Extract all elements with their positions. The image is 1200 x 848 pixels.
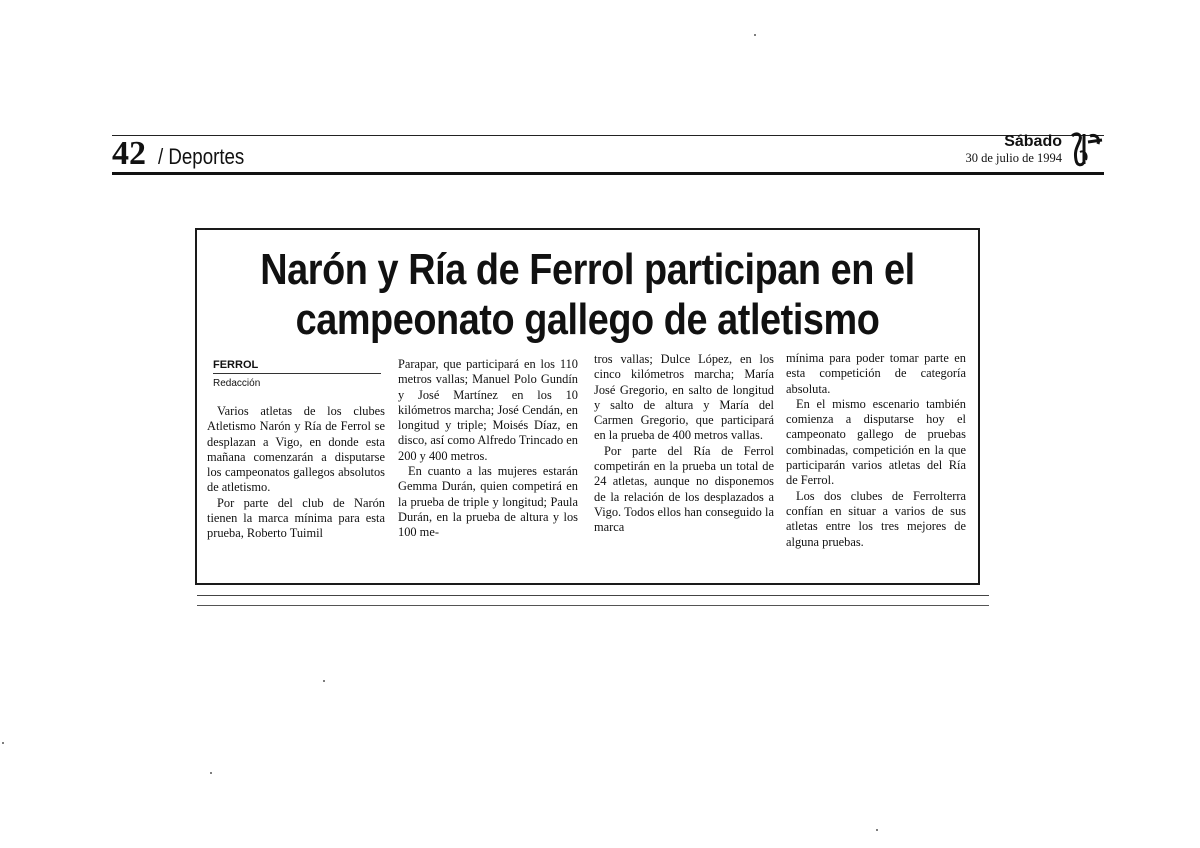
paragraph: En cuanto a las mujeres estarán Gemma Durán, quien competirá en la prueba de triple y longitud; Paula Durán, en la prueba de altura y los 100 me-: [398, 464, 578, 540]
scan-speck: [876, 829, 878, 831]
paragraph: Varios atletas de los clubes Atletismo Narón y Ría de Ferrol se desplazan a Vigo, en donde esta mañana comenzarán a disputarse los campeonatos gallegos absolutos de atletismo.: [207, 404, 385, 495]
article-column-3: [594, 352, 774, 536]
byline-author: Redacción: [213, 378, 261, 389]
bottom-rule: [197, 595, 989, 596]
header-top-rule: [112, 135, 1104, 136]
paragraph: Parapar, que participará en los 110 metros vallas; Manuel Polo Gundín y José Martínez en los 10 kilómetros marcha; José Cendán, en longitud y triple; Moisés Díaz, en disco, así como Alfredo Trincado en 200 y 400 metros.: [398, 357, 578, 463]
article-column-2: [398, 357, 578, 541]
header-bottom-rule: [112, 172, 1104, 175]
scan-speck: [2, 742, 4, 744]
paragraph: tros vallas; Dulce López, en los cinco kilómetros marcha; María José Gregorio, en salto de longitud y salto de altura y María del Carmen Gregorio, que participará en la prueba de 400 metros vallas.: [594, 352, 774, 443]
paragraph: Por parte del Ría de Ferrol competirán en la prueba un total de 24 atletas, aunque no disponemos de la relación de los desplazados a Vigo. Todos ellos han conseguido la marca: [594, 443, 774, 535]
headline-line-2: campeonato gallego de atletismo: [295, 295, 880, 344]
paragraph: mínima para poder tomar parte en esta competición de categoría absoluta.: [786, 351, 966, 396]
scan-speck: [210, 772, 212, 774]
byline-place: FERROL: [213, 359, 259, 371]
scan-speck: [754, 34, 756, 36]
headline-line-1: Narón y Ría de Ferrol participan en el: [260, 245, 915, 294]
section-name: / Deportes: [158, 144, 245, 169]
article-column-4: [786, 351, 966, 550]
bottom-rule: [197, 605, 989, 606]
newspaper-masthead-icon: [1068, 130, 1104, 170]
paragraph: En el mismo escenario también comienza a disputarse hoy el campeonato gallego de pruebas combinadas, competición en la que participarán varios atletas del Ría de Ferrol.: [786, 396, 966, 488]
issue-date: 30 de julio de 1994: [965, 151, 1062, 165]
article-headline: [251, 245, 924, 345]
issue-day: Sábado: [1004, 133, 1062, 150]
byline-rule: [213, 373, 381, 374]
paragraph: Por parte del club de Narón tienen la marca mínima para esta prueba, Roberto Tuimil: [207, 495, 385, 541]
article-column-1: [207, 404, 385, 542]
scan-speck: [323, 680, 325, 682]
paragraph: Los dos clubes de Ferrolterra confían en situar a varios de sus atletas entre los tres mejores de alguna pruebas.: [786, 488, 966, 549]
page-number: 42: [112, 135, 146, 172]
